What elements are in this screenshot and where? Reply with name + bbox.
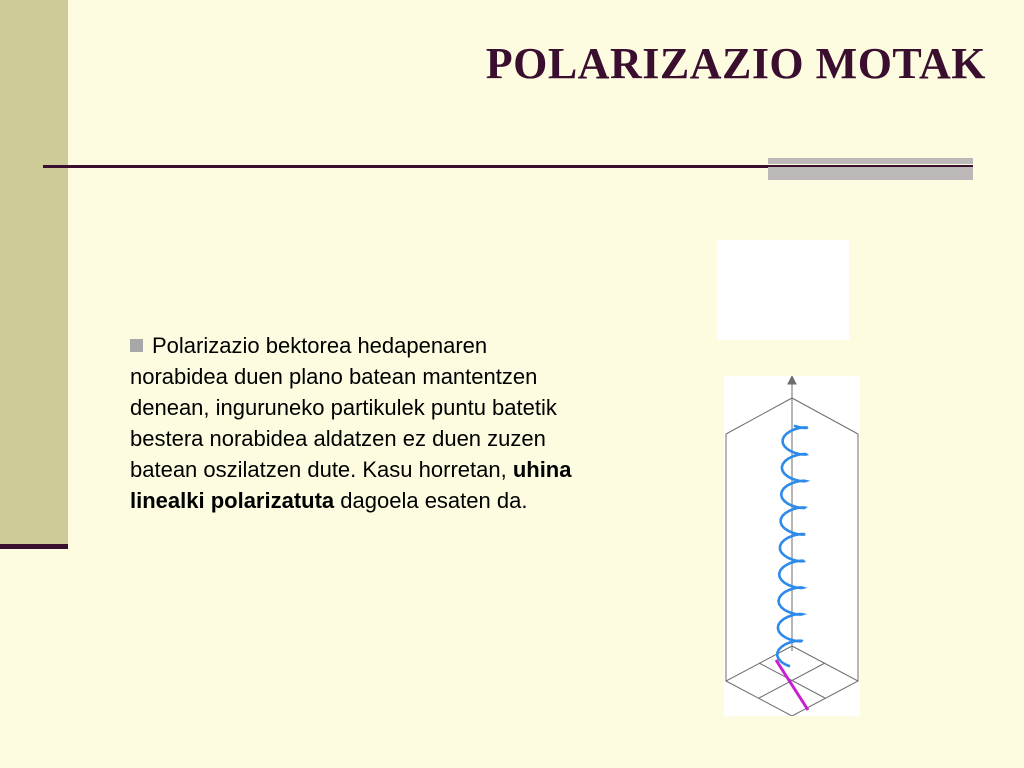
bullet-text-bold: uhina linealki polarizatuta (130, 457, 572, 513)
axis-arrowhead (788, 376, 796, 384)
plane-top-left-edge (726, 398, 792, 434)
square-bullet-icon (130, 339, 143, 352)
slide-title: POLARIZAZIO MOTAK (485, 39, 986, 88)
left-decorative-band (0, 0, 68, 548)
left-band-underline (0, 544, 68, 549)
blank-image-placeholder (717, 240, 849, 340)
polarization-direction-line (776, 660, 808, 710)
bullet-text-end: dagoela esaten da. (334, 488, 528, 513)
polarization-figure (724, 376, 860, 716)
linear-polarization-wave-icon (724, 376, 860, 716)
bullet-text-start: Polarizazio bektorea hedapenaren norabidea duen plano batean mantentzen denean, inguruneko partikulek puntu batetik bestera norabidea aldatzen ez duen zuzen batean oszilatzen dute. Kasu horretan, (130, 333, 557, 482)
bullet-paragraph (130, 330, 580, 516)
title-divider-accent (768, 158, 973, 180)
